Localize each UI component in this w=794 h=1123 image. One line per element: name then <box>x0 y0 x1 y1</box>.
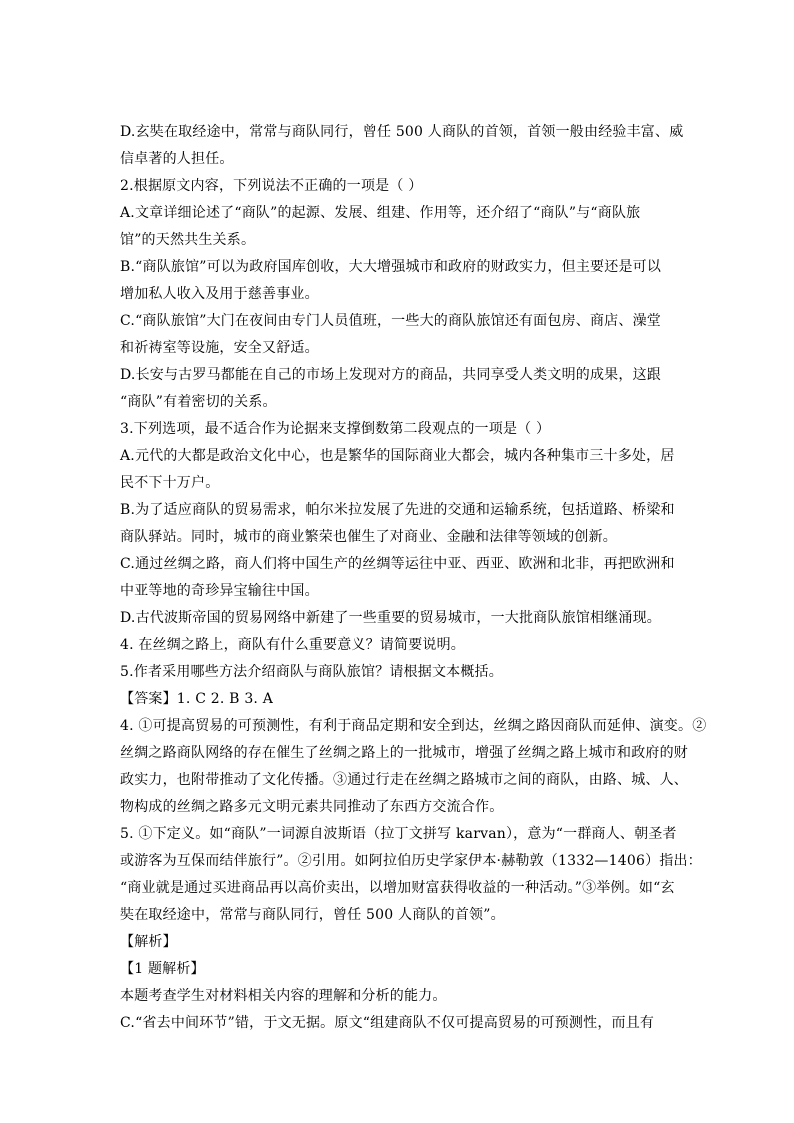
text-line: D.古代波斯帝国的贸易网络中新建了一些重要的贸易城市，一大批商队旅馆相继涌现。 <box>120 610 661 626</box>
text-line: 政实力，也附带推动了文化传播。③通过行走在丝绸之路城市之间的商队，由路、城、人、 <box>120 772 688 788</box>
text-line: 3.下列选项，最不适合作为论据来支撑倒数第二段观点的一项是（ ） <box>120 421 551 437</box>
text-line: B.为了适应商队的贸易需求，帕尔米拉发展了先进的交通和运输系统，包括道路、桥梁和 <box>120 502 675 518</box>
text-line: 馆”的天然共生关系。 <box>120 232 256 248</box>
text-line: A.元代的大都是政治文化中心，也是繁华的国际商业大都会，城内各种集市三十多处，居 <box>120 448 675 464</box>
text-line: 5. ①下定义。如“商队”一词源自波斯语（拉丁文拼写 karvan），意为“一群商人、朝圣者 <box>120 826 677 842</box>
text-line: A.文章详细论述了“商队”的起源、发展、组建、作用等，还介绍了“商队”与“商队旅 <box>120 205 641 221</box>
text-line: B.“商队旅馆”可以为政府国库创收，大大增强城市和政府的财政实力，但主要还是可以 <box>120 259 662 275</box>
text-line: D.玄奘在取经途中，常常与商队同行，曾任 500 人商队的首领，首领一般由经验丰富、威 <box>120 124 684 140</box>
text-line: “商队”有着密切的关系。 <box>120 394 277 410</box>
text-line: 或游客为互保而结伴旅行”。②引用。如阿拉伯历史学家伊本·赫勒敦（1332—1406）指出： <box>120 853 702 869</box>
text-line: 2.根据原文内容，下列说法不正确的一项是（ ） <box>120 178 423 194</box>
text-line: 奘在取经途中，常常与商队同行，曾任 500 人商队的首领”。 <box>120 907 505 923</box>
text-line: 信卓著的人担任。 <box>120 151 234 167</box>
text-line: 4. ①可提高贸易的可预测性，有利于商品定期和安全到达，丝绸之路因商队而延伸、演变。② <box>120 718 707 734</box>
text-line: 增加私人收入及用于慈善事业。 <box>120 286 319 302</box>
text-line: 4. 在丝绸之路上，商队有什么重要意义？请简要说明。 <box>120 637 466 653</box>
text-line: 和祈祷室等设施，安全又舒适。 <box>120 340 319 356</box>
text-line: “商业就是通过买进商品再以高价卖出，以增加财富获得收益的一种活动。”③举例。如“玄 <box>120 880 675 896</box>
text-line: 民不下十万户。 <box>120 475 220 491</box>
answer-heading: 【答案】1. C 2. B 3. A <box>120 691 274 707</box>
text-line: 商队驿站。同时，城市的商业繁荣也催生了对商业、金融和法律等领域的创新。 <box>120 529 617 545</box>
text-line: 5.作者采用哪些方法介绍商队与商队旅馆？请根据文本概括。 <box>120 664 503 680</box>
text-line: 丝绸之路商队网络的存在催生了丝绸之路上的一批城市，增强了丝绸之路上城市和政府的财 <box>120 745 688 761</box>
text-line: 本题考查学生对材料相关内容的理解和分析的能力。 <box>120 988 447 1004</box>
text-line: 物构成的丝绸之路多元文明元素共同推动了东西方交流合作。 <box>120 799 504 815</box>
text-line: 中亚等地的奇珍异宝输往中国。 <box>120 583 319 599</box>
analysis-heading: 【解析】 <box>120 934 177 950</box>
text-line: D.长安与古罗马都能在自己的市场上发现对方的商品，共同享受人类文明的成果，这跟 <box>120 367 661 383</box>
text-line: C.通过丝绸之路，商人们将中国生产的丝绸等运往中亚、西亚、欧洲和北非，再把欧洲和 <box>120 556 675 572</box>
subsection-heading: 【1 题解析】 <box>120 961 205 977</box>
text-line: C.“省去中间环节”错，于文无据。原文“组建商队不仅可提高贸易的可预测性，而且有 <box>120 1015 655 1031</box>
text-line: C.“商队旅馆”大门在夜间由专门人员值班，一些大的商队旅馆还有面包房、商店、澡堂 <box>120 313 661 329</box>
